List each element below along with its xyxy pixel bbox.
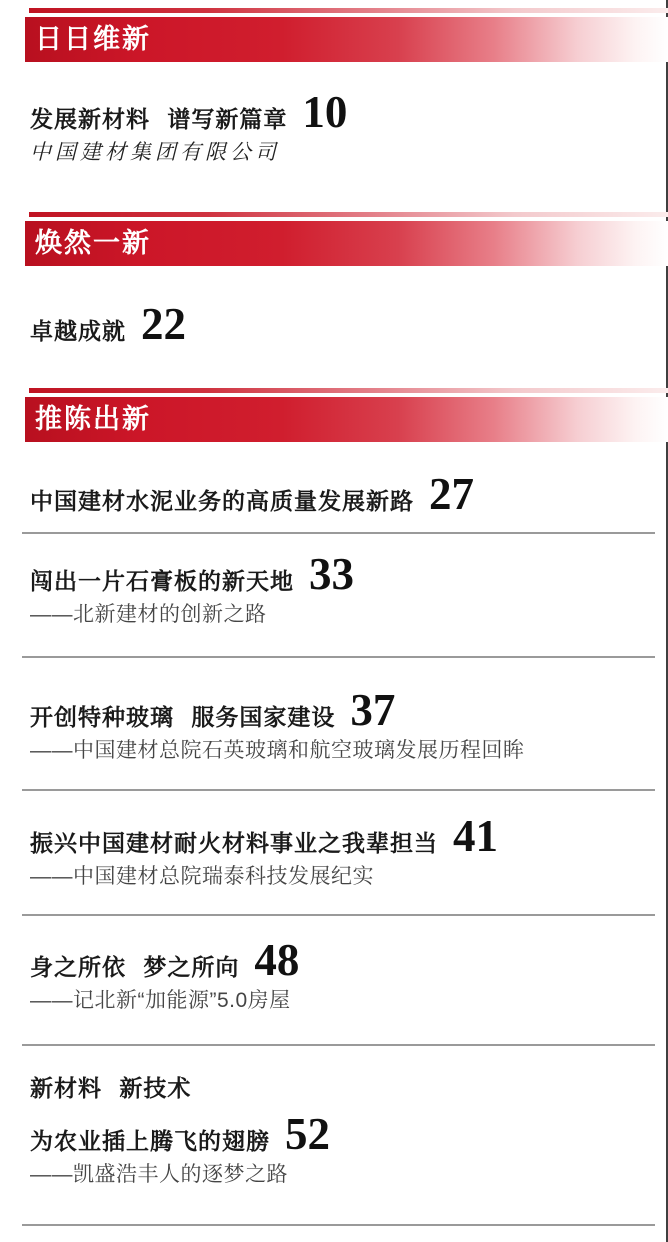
entry-row [30,1109,648,1159]
entry-subtitle: ——记北新“加能源”5.0房屋 [30,989,291,1013]
toc-entry [30,469,648,519]
entry-page-number: 27 [429,469,474,519]
divider [22,656,655,658]
section-banner [25,8,668,62]
entry-page-number: 10 [302,87,348,137]
toc-entry [30,549,648,629]
entry-page-number: 22 [141,299,186,349]
entry-subtitle: ——凯盛浩丰人的逐梦之路 [30,1163,288,1187]
entry-subtitle: ——中国建材总院瑞泰科技发展纪实 [30,865,374,889]
section-title: 推陈出新 [35,404,151,434]
entry-page-number: 33 [309,549,354,599]
divider [22,789,655,791]
section-title: 焕然一新 [35,228,151,258]
section-banner [25,212,668,266]
entry-page-number: 37 [350,685,396,735]
entry-title: 开创特种玻璃 服务国家建设 [30,704,336,730]
toc-entry [30,87,648,166]
entry-title: 闯出一片石膏板的新天地 [30,568,294,594]
entry-row [30,299,648,349]
entry-title-line1: 新材料 新技术 [30,1075,192,1101]
toc-entry [30,685,648,765]
section-banner-main [25,397,668,442]
section-banner [25,388,668,442]
toc-entry [30,299,648,349]
divider [22,1224,655,1226]
entry-subtitle: ——北新建材的创新之路 [30,603,267,627]
entry-row [30,469,648,519]
entry-title: 中国建材水泥业务的高质量发展新路 [30,488,414,514]
entry-title: 卓越成就 [30,318,126,344]
section-title: 日日维新 [35,24,151,54]
toc-entry [30,811,648,891]
toc-entry [30,935,648,1015]
entry-title: 振兴中国建材耐火材料事业之我辈担当 [30,830,438,856]
divider [22,532,655,534]
entry-subtitle: ——中国建材总院石英玻璃和航空玻璃发展历程回眸 [30,739,525,763]
divider [22,914,655,916]
section-banner-main [25,17,668,62]
entry-org: 中国建材集团有限公司 [30,140,280,165]
entry-title: 发展新材料 谱写新篇章 [30,106,288,132]
entry-page-number: 41 [453,811,498,861]
entry-page-number: 52 [285,1109,330,1159]
section-banner-main [25,221,668,266]
entry-row [30,811,648,861]
entry-row [30,87,648,137]
entry-row [30,549,648,599]
toc-entry [30,1072,648,1189]
entry-row [30,935,648,985]
entry-title-line2: 为农业插上腾飞的翅膀 [30,1128,270,1154]
divider [22,1044,655,1046]
entry-row [30,685,648,735]
entry-page-number: 48 [254,935,300,985]
entry-title: 身之所依 梦之所向 [30,954,240,980]
